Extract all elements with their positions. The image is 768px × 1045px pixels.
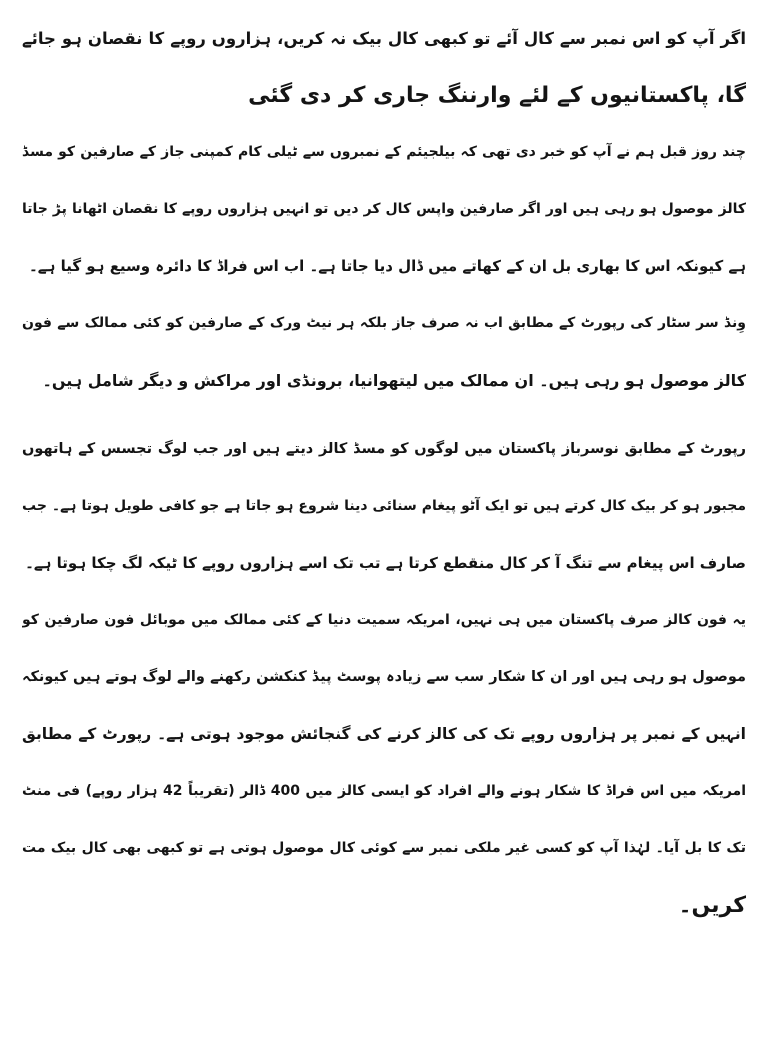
text-line: کالز موصول ہو رہی ہیں اور اگر صارفین واپس کال کر دیں تو انہیں ہزاروں روپے کا نقصان اٹھانا پڑ جاتا	[22, 201, 746, 217]
text-line: موصول ہو رہی ہیں اور ان کا شکار سب سے زیادہ پوسٹ پیڈ کنکشن رکھنے والے لوگ ہوتے ہیں کیونکہ	[22, 669, 746, 685]
text-line: تک کا بل آیا۔ لہٰذا آپ کو کسی غیر ملکی نمبر سے کوئی کال موصول ہوتی ہے تو کبھی بھی کال بیک مت	[22, 840, 746, 856]
text-line: چند روز قبل ہم نے آپ کو خبر دی تھی کہ بیلجیئم کے نمبروں سے ٹیلی کام کمپنی جاز کے صارفین کو مسڈ	[22, 144, 746, 160]
text-line: اگر آپ کو اس نمبر سے کال آئے تو کبھی کال بیک نہ کریں، ہزاروں روپے کا نقصان ہو جائے	[22, 29, 746, 48]
text-line: کالز موصول ہو رہی ہیں۔ ان ممالک میں لیتھوانیا، برونڈی اور مراکش و دیگر شامل ہیں۔	[42, 371, 746, 390]
text-line: امریکہ میں اس فراڈ کا شکار ہونے والے افراد کو ایسی کالز میں 400 ڈالر (تقریباً 42 ہزار روپے) فی منٹ	[22, 783, 746, 799]
text-line: ہے کیونکہ اس کا بھاری بل ان کے کھاتے میں ڈال دیا جاتا ہے۔ اب اس فراڈ کا دائرہ وسیع ہو گیا ہے۔	[28, 257, 746, 275]
article-headline	[22, 10, 746, 124]
text-line: گا، پاکستانیوں کے لئے وارننگ جاری کر دی گئی	[248, 83, 746, 108]
text-line: صارف اس پیغام سے تنگ آ کر کال منقطع کرتا ہے تب تک اسے ہزاروں روپے کا ٹیکہ لگ چکا ہوتا ہے۔	[25, 554, 746, 572]
text-line: کریں۔	[678, 893, 746, 918]
paragraph	[22, 124, 746, 409]
paragraph-gap	[22, 409, 746, 421]
text-line: یہ فون کالز صرف پاکستان میں ہی نہیں، امریکہ سمیت دنیا کے کئی ممالک میں موبائل فون صارفین کو	[22, 612, 746, 628]
text-line: رپورٹ کے مطابق نوسرباز پاکستان میں لوگوں کو مسڈ کالز دیتے ہیں اور جب لوگ تجسس کے ہاتھوں	[22, 441, 746, 457]
text-line: مجبور ہو کر بیک کال کرتے ہیں تو ایک آٹو پیغام سنائی دینا شروع ہو جاتا ہے جو کافی طویل ہوتا ہے۔ جب	[22, 498, 746, 514]
paragraph	[22, 421, 746, 934]
text-line: وِنڈ سر سٹار کی رپورٹ کے مطابق اب نہ صرف جاز بلکہ ہر نیٹ ورک کے صارفین کو کئی ممالک سے فون	[22, 315, 746, 331]
text-line: انہیں کے نمبر پر ہزاروں روپے تک کی کالز کرنے کی گنجائش موجود ہوتی ہے۔ رپورٹ کے مطابق	[22, 725, 746, 743]
